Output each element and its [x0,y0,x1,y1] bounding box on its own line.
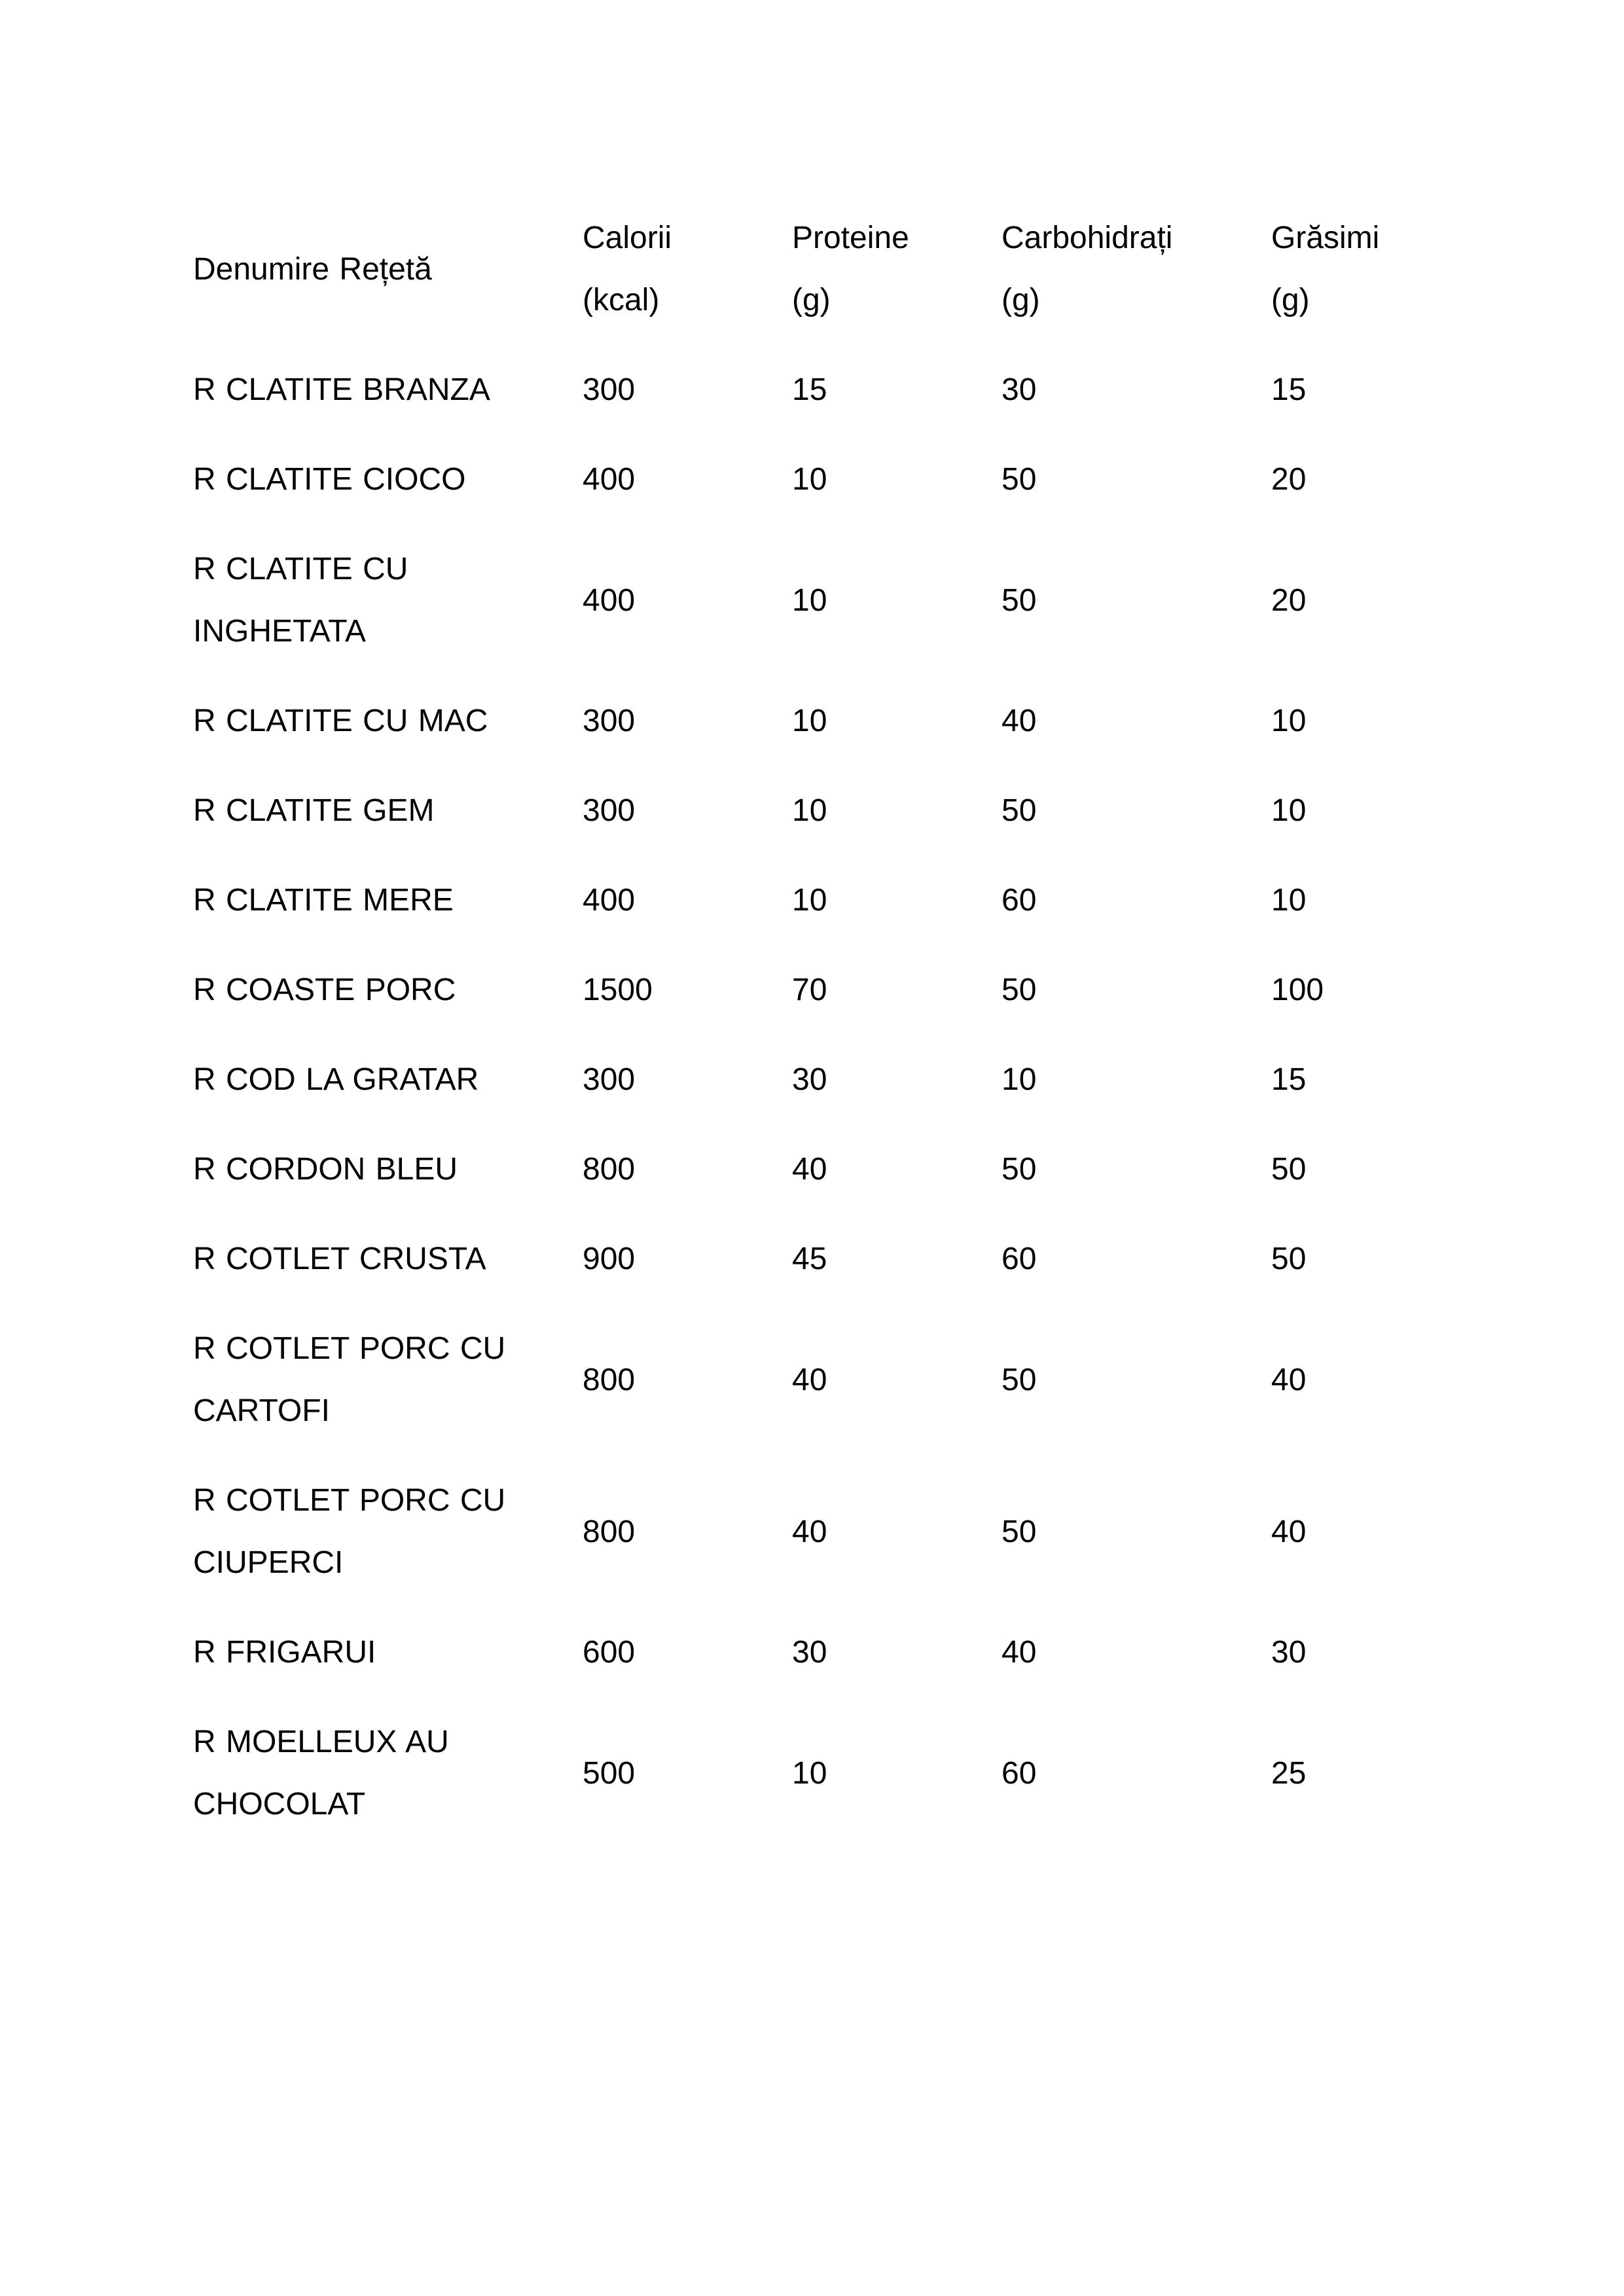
recipe-name-cell: R CLATITE CU INGHETATA [193,552,408,649]
table-row [193,524,1431,676]
protein-cell: 30 [792,1635,827,1670]
recipe-name-cell: R MOELLEUX AU CHOCOLAT [193,1725,449,1821]
header-carbs [1001,193,1271,345]
protein-cell: 10 [792,793,827,828]
recipe-name-cell: R FRIGARUI [193,1635,376,1670]
recipe-name-cell: R COASTE PORC [193,973,456,1007]
table-row [193,676,1431,766]
calories-cell: 1500 [583,973,653,1007]
carbs-cell: 60 [1001,883,1037,918]
header-unit: (kcal) [583,283,660,317]
protein-cell: 70 [792,973,827,1007]
table-row [193,435,1431,524]
header-unit: (g) [1001,283,1040,317]
carbs-cell: 50 [1001,583,1037,618]
carbs-cell: 50 [1001,1152,1037,1187]
calories-cell: 500 [583,1755,636,1791]
calories-cell: 800 [583,1152,636,1187]
fat-cell: 25 [1271,1755,1307,1791]
table-row [193,1456,1431,1607]
header-calories [583,193,792,345]
table-row [193,1124,1431,1214]
protein-cell: 10 [792,883,827,918]
header-protein [792,193,1001,345]
carbs-cell: 50 [1001,1514,1037,1549]
carbs-cell: 40 [1001,704,1037,738]
carbs-cell: 40 [1001,1635,1037,1670]
header-label: Proteine [792,221,909,255]
recipe-name-cell: R CLATITE CU MAC [193,704,488,738]
protein-cell: 10 [792,704,827,738]
calories-cell: 400 [583,583,636,618]
calories-cell: 300 [583,793,636,828]
recipe-name-cell: R CLATITE MERE [193,883,454,918]
fat-cell: 40 [1271,1514,1307,1549]
table-row [193,945,1431,1035]
fat-cell: 50 [1271,1242,1307,1276]
table-row [193,1035,1431,1124]
calories-cell: 400 [583,462,636,497]
fat-cell: 30 [1271,1635,1307,1670]
protein-cell: 40 [792,1362,827,1397]
calories-cell: 300 [583,704,636,738]
table-row [193,1697,1431,1849]
carbs-cell: 50 [1001,973,1037,1007]
header-label: Calorii [583,221,672,255]
calories-cell: 300 [583,372,636,407]
table-row [193,1607,1431,1697]
nutrition-table [193,193,1431,1849]
fat-cell: 15 [1271,372,1307,407]
header-recipe-name [193,193,583,345]
fat-cell: 10 [1271,793,1307,828]
fat-cell: 100 [1271,973,1324,1007]
carbs-cell: 50 [1001,793,1037,828]
protein-cell: 40 [792,1514,827,1549]
recipe-name-cell: R COTLET PORC CU CARTOFI [193,1331,506,1428]
table-row [193,345,1431,435]
carbs-cell: 10 [1001,1062,1037,1097]
recipe-name-cell: R COTLET PORC CU CIUPERCI [193,1483,506,1580]
header-label: Denumire Rețetă [193,251,432,287]
calories-cell: 300 [583,1062,636,1097]
carbs-cell: 60 [1001,1755,1037,1791]
calories-cell: 900 [583,1242,636,1276]
carbs-cell: 50 [1001,462,1037,497]
header-unit: (g) [1271,283,1310,317]
protein-cell: 40 [792,1152,827,1187]
fat-cell: 20 [1271,462,1307,497]
calories-cell: 800 [583,1514,636,1549]
table-row [193,855,1431,945]
fat-cell: 10 [1271,883,1307,918]
header-label: Carbohidrați [1001,221,1173,255]
fat-cell: 40 [1271,1362,1307,1397]
table-header-row [193,193,1431,345]
fat-cell: 10 [1271,704,1307,738]
header-fat [1271,193,1431,345]
protein-cell: 30 [792,1062,827,1097]
recipe-name-cell: R CORDON BLEU [193,1152,458,1187]
recipe-name-cell: R COTLET CRUSTA [193,1242,486,1276]
calories-cell: 800 [583,1362,636,1397]
table-row [193,766,1431,855]
fat-cell: 20 [1271,583,1307,618]
carbs-cell: 30 [1001,372,1037,407]
protein-cell: 10 [792,583,827,618]
calories-cell: 600 [583,1635,636,1670]
protein-cell: 10 [792,1755,827,1791]
table-row [193,1214,1431,1304]
protein-cell: 15 [792,372,827,407]
recipe-name-cell: R CLATITE GEM [193,793,435,828]
carbs-cell: 50 [1001,1362,1037,1397]
fat-cell: 15 [1271,1062,1307,1097]
header-label: Grăsimi [1271,221,1380,255]
protein-cell: 45 [792,1242,827,1276]
protein-cell: 10 [792,462,827,497]
recipe-name-cell: R CLATITE CIOCO [193,462,466,497]
recipe-name-cell: R COD LA GRATAR [193,1062,479,1097]
recipe-name-cell: R CLATITE BRANZA [193,372,490,407]
carbs-cell: 60 [1001,1242,1037,1276]
calories-cell: 400 [583,883,636,918]
fat-cell: 50 [1271,1152,1307,1187]
header-unit: (g) [792,283,831,317]
table-row [193,1304,1431,1456]
